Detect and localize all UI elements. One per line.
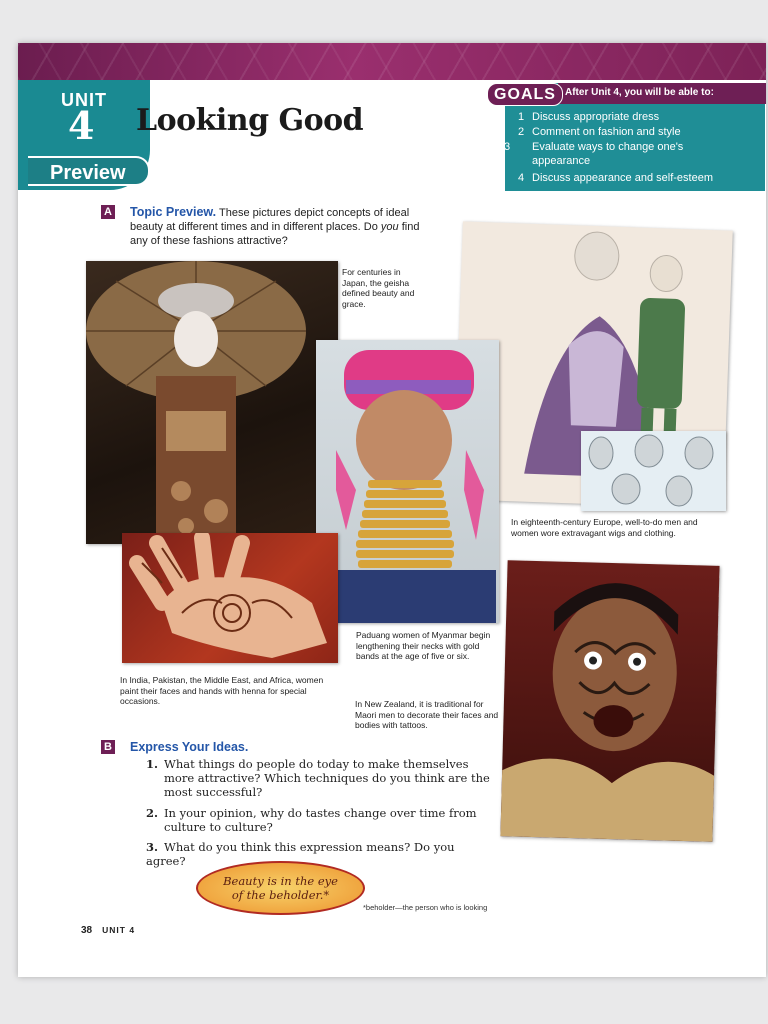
quote-oval: Beauty is in the eye of the beholder.* [196, 861, 365, 915]
padaung-caption: Paduang women of Myanmar begin lengthening their necks with gold bands at the age of five or six. [356, 630, 491, 661]
question-1: 1. What things do people do today to make themselves more attractive? Which techniques do you think are the most successful? [146, 757, 490, 799]
goal-item: 2 Comment on fashion and style [518, 126, 681, 138]
unit-number: 4 [68, 103, 95, 148]
decorative-top-band [18, 43, 766, 80]
express-ideas-title: Express Your Ideas. [130, 740, 249, 754]
goals-badge: GOALS [487, 83, 563, 106]
textbook-page [18, 43, 766, 977]
preview-tab: Preview [28, 156, 150, 186]
goals-intro: After Unit 4, you will be able to: [565, 87, 714, 98]
maori-caption: In New Zealand, it is traditional for Maori men to decorate their faces and bodies with tattoos. [355, 699, 499, 730]
folio-unit: UNIT 4 [102, 925, 136, 935]
maori-man-photo [500, 560, 719, 841]
goal-item: 3 Evaluate ways to change one's appearance [504, 141, 684, 167]
topic-preview-title: Topic Preview. [130, 205, 217, 219]
page-folio [81, 925, 145, 936]
question-2: 2. In your opinion, why do tastes change over time from culture to culture? [146, 806, 477, 834]
wigs-illustration [581, 431, 726, 511]
question-3: 3. What do you think this expression means? Do you agree? [146, 840, 455, 868]
padaung-woman-photo [316, 340, 499, 623]
page-title: Looking Good [136, 103, 364, 138]
geisha-photo [86, 261, 338, 544]
henna-hand-photo [122, 533, 338, 663]
footnote: *beholder—the person who is looking [363, 903, 488, 912]
topic-preview-text: Topic Preview. These pictures depict concepts of ideal beauty at different times and in different places. Do you find any of these fashions attractive? [130, 205, 420, 247]
goal-item: 1 Discuss appropriate dress [518, 111, 660, 123]
page-number: 38 [81, 925, 93, 936]
section-b-letter: B [101, 740, 115, 754]
europe-caption: In eighteenth-century Europe, well-to-do men and women wore extravagant wigs and clothing. [511, 517, 698, 538]
goal-item: 4 Discuss appearance and self-esteem [518, 172, 713, 184]
geisha-caption: For centuries in Japan, the geisha defined beauty and grace. [342, 267, 415, 309]
unit-label: UNIT [61, 90, 107, 110]
section-a-letter: A [101, 205, 115, 219]
henna-caption: In India, Pakistan, the Middle East, and Africa, women paint their faces and hands with henna for special occasions. [120, 675, 324, 706]
